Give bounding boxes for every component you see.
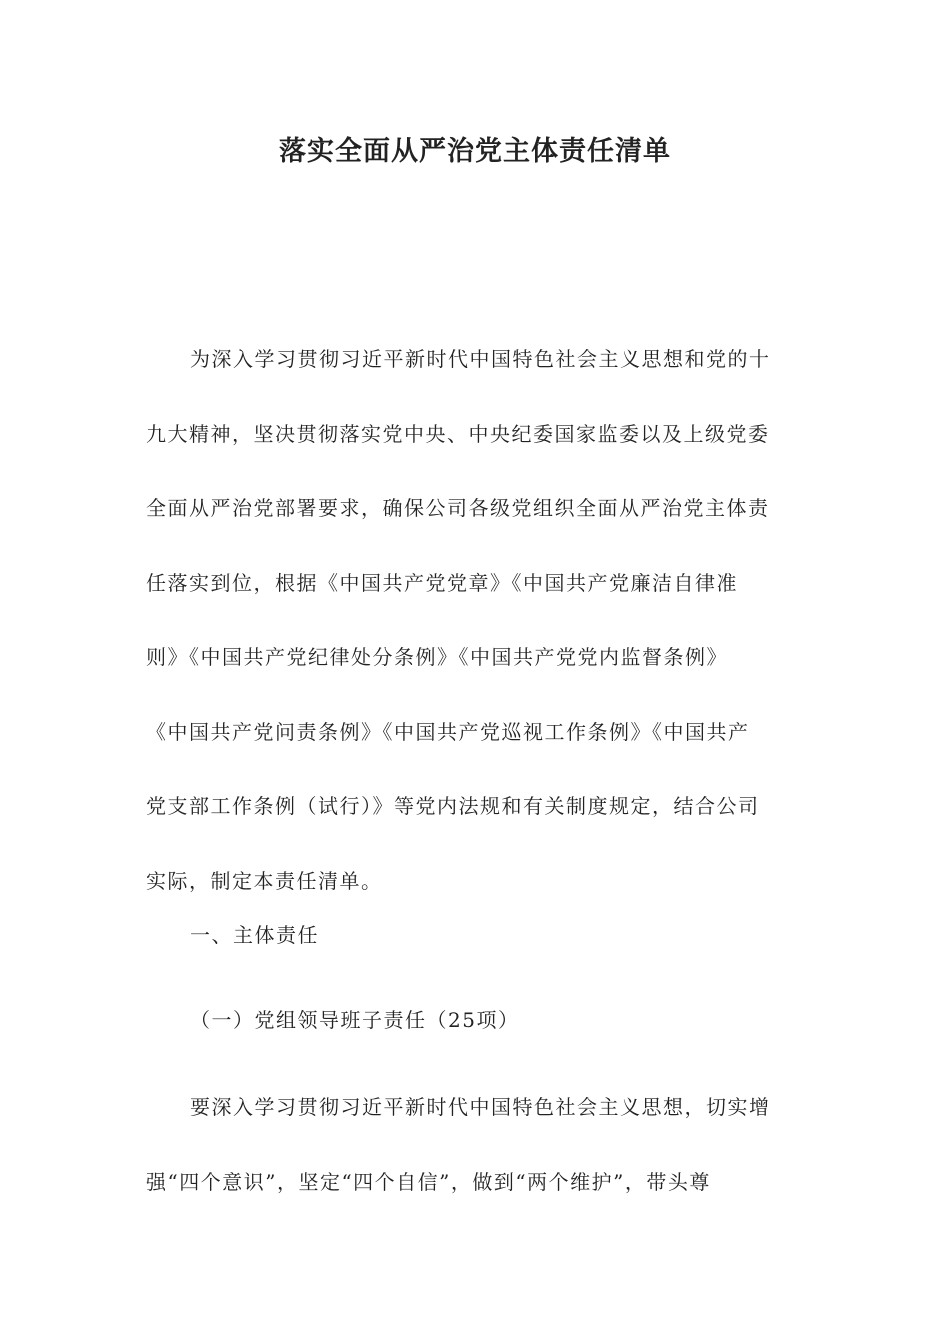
section-heading: 一、主体责任 [190,923,319,947]
intro-line: 任落实到位，根据《中国共产党党章》《中国共产党廉洁自律准 [146,570,738,595]
intro-line: 则》《中国共产党纪律处分条例》《中国共产党党内监督条例》 [146,645,728,669]
section-line: 强“四个意识”，坚定“四个自信”，做到“两个维护”，带头尊 [146,1169,711,1194]
intro-paragraph [146,322,792,918]
section-paragraph [146,1070,792,1219]
intro-line: 九大精神，坚决贯彻落实党中央、中央纪委国家监委以及上级党委 [146,421,770,446]
intro-line: 实际，制定本责任清单。 [146,868,383,893]
intro-line: 《中国共产党问责条例》《中国共产党巡视工作条例》《中国共产 [146,719,750,744]
document-title: 落实全面从严治党主体责任清单 [279,136,671,167]
intro-line: 全面从严治党部署要求，确保公司各级党组织全面从严治党主体责 [146,496,770,520]
intro-line: 党支部工作条例（试行）》等党内法规和有关制度规定，结合公司 [146,794,760,818]
section-line: 要深入学习贯彻习近平新时代中国特色社会主义思想，切实增 [190,1095,771,1119]
subsection-heading: （一）党组领导班子责任（25项） [190,1008,520,1032]
intro-line: 为深入学习贯彻习近平新时代中国特色社会主义思想和党的十 [190,347,771,371]
